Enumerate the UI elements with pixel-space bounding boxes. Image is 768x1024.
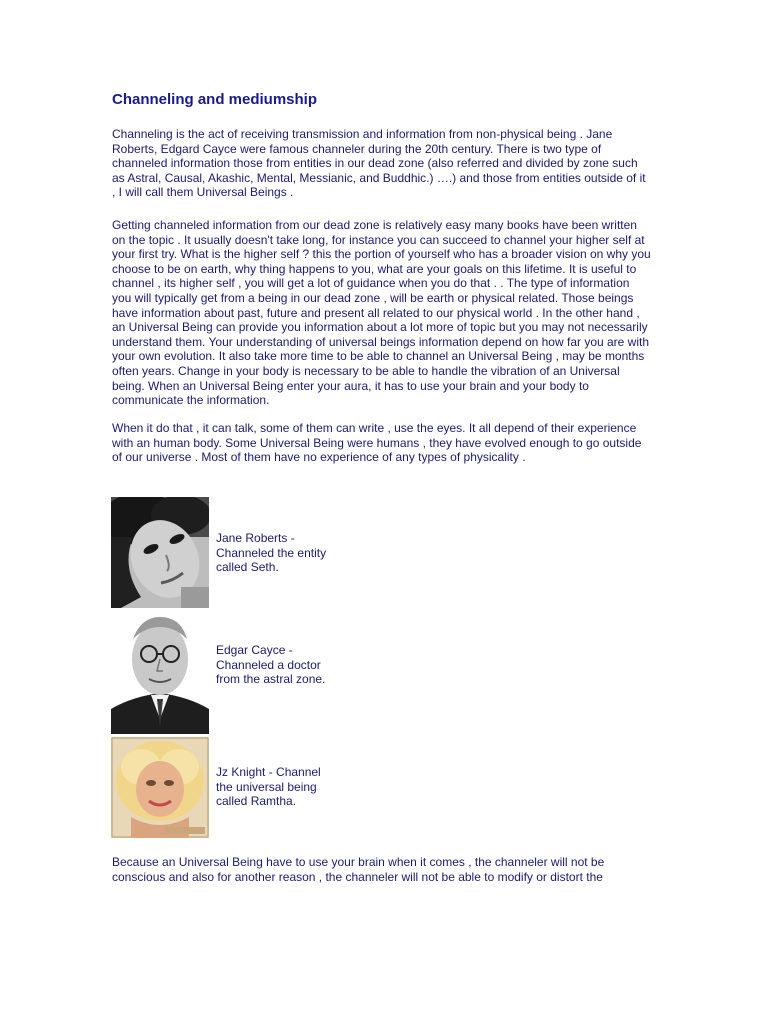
jane-roberts-caption: Jane Roberts - Channeled the entity called Seth.	[216, 531, 327, 575]
jane-roberts-photo	[111, 497, 209, 608]
paragraph-intro: Channeling is the act of receiving transmission and information from non-physical being . Jane Roberts, Edgard Cayce were famous channeler during the 20th century. There is two type of channeled information those from entities in our dead zone (also referred and divided by zone such as Astral, Causal, Akashic, Mental, Messianic, and Buddhic.) ….) and those from entities outside of it , I will call them Universal Beings .	[112, 127, 646, 200]
edgar-cayce-photo	[111, 609, 209, 734]
edgar-cayce-caption: Edgar Cayce - Channeled a doctor from the astral zone.	[216, 643, 326, 687]
paragraph-physicality: When it do that , it can talk, some of them can write , use the eyes. It all depend of their experience with an human body. Some Universal Being were humans , they have evolved enough to go outside of our universe . Most of them have no experience of any types of physicality .	[112, 421, 642, 465]
jz-knight-caption: Jz Knight - Channel the universal being called Ramtha.	[216, 765, 321, 809]
jz-knight-photo	[111, 737, 209, 838]
paragraph-conscious: Because an Universal Being have to use your brain when it comes , the channeler will not be conscious and also for another reason , the channeler will not be able to modify or distort the	[112, 855, 605, 884]
paragraph-dead-zone: Getting channeled information from our dead zone is relatively easy many books have been written on the topic . It usually doesn't take long, for instance you can succeed to channel your higher self at your first try. What is the higher self ? this the portion of yourself who has a broader vision on why you choose to be on earth, why thing happens to you, what are your goals on this lifetime. It is useful to channel , its higher self , you will get a lot of guidance when you do that . . The type of information you will typically get from a being in our dead zone , will be earth or physical related. Those beings have information about past, future and present all related to our physical world . In the other hand , an Universal Being can provide you information about a lot more of topic but you may not necessarily understand them. Your understanding of universal beings information depend on how far you are with your own evolution. It also take more time to be able to channel an Universal Being , may be months often years. Change in your body is necessary to be able to handle the vibration of an Universal being. When an Universal Being enter your aura, it has to use your brain and your body to communicate the information.	[112, 218, 651, 408]
page-title: Channeling and mediumship	[112, 91, 318, 108]
